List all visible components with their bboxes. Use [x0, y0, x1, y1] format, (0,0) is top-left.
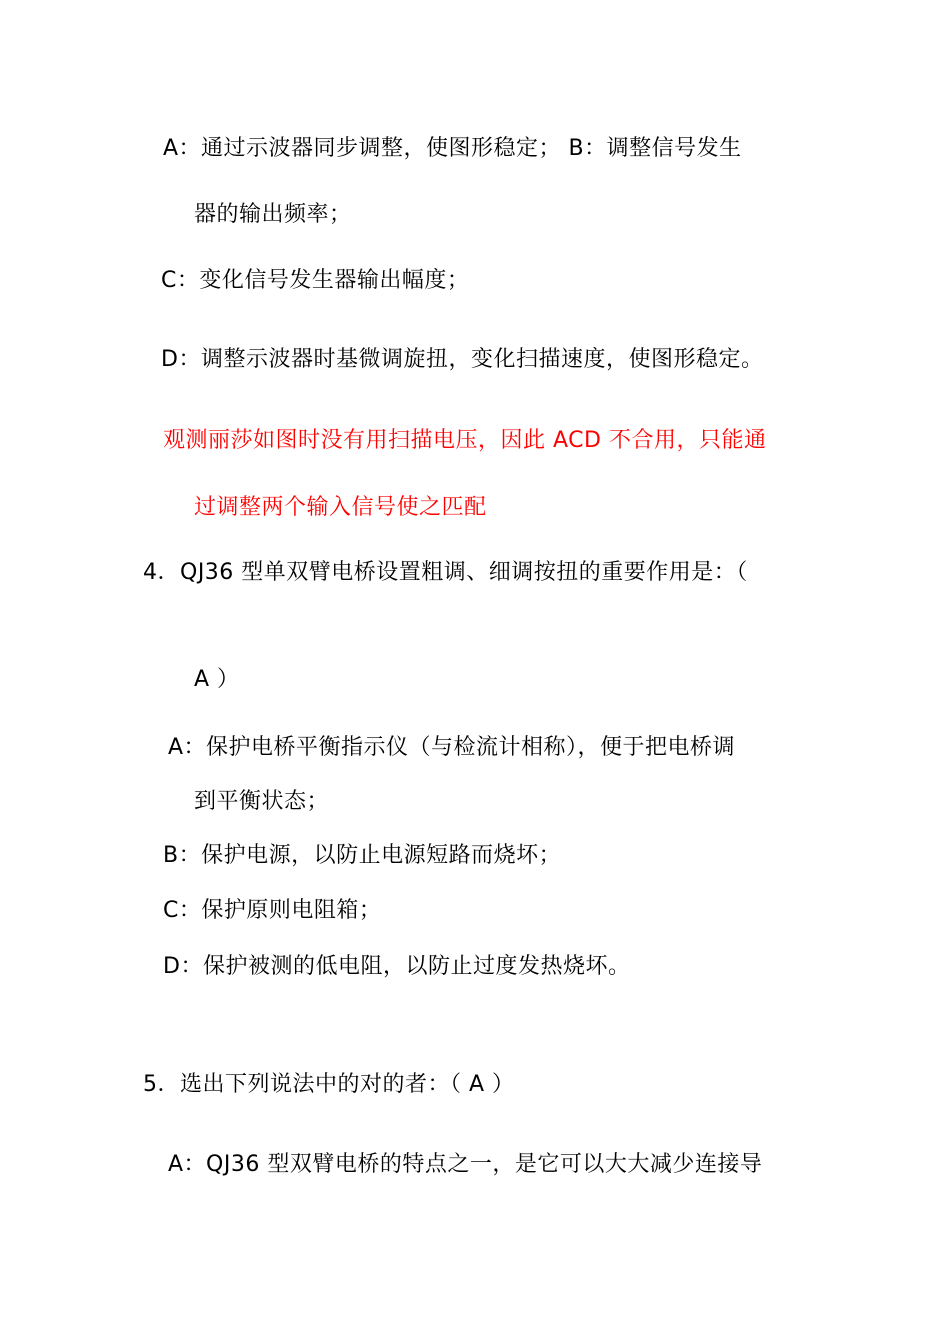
q5-option-a-line1: A：QJ36 型双臂电桥的特点之一，是它可以大大减少连接导 — [168, 1152, 763, 1177]
q4-option-b: B：保护电源，以防止电源短路而烧坏； — [163, 843, 562, 868]
q4-option-d: D：保护被测的低电阻，以防止过度发热烧坏。 — [163, 954, 631, 979]
q4-option-a-line2: 到平衡状态； — [194, 789, 330, 814]
q3-answer-note-line1: 观测丽莎如图时没有用扫描电压，因此 ACD 不合用，只能通 — [163, 428, 767, 453]
q3-answer-note-line2: 过调整两个输入信号使之匹配 — [194, 495, 487, 520]
q3-option-d: D：调整示波器时基微调旋扭，变化扫描速度，使图形稳定。 — [161, 347, 764, 372]
q4-option-a-line1: A：保护电桥平衡指示仪（与检流计相称），便于把电桥调 — [168, 735, 736, 760]
q3-option-a-line1: A：通过示波器同步调整，使图形稳定； B：调整信号发生 — [163, 136, 742, 161]
q4-option-c: C：保护原则电阻箱； — [163, 898, 382, 923]
q3-option-c: C：变化信号发生器输出幅度； — [161, 268, 470, 293]
q5-question: 5．选出下列说法中的对的者：（ A ） — [143, 1072, 515, 1097]
q4-question-line2: A ） — [194, 667, 240, 692]
q4-question-line1: 4．QJ36 型单双臂电桥设置粗调、细调按扭的重要作用是：（ — [143, 560, 748, 585]
q3-option-a-line2: 器的输出频率； — [194, 202, 352, 227]
